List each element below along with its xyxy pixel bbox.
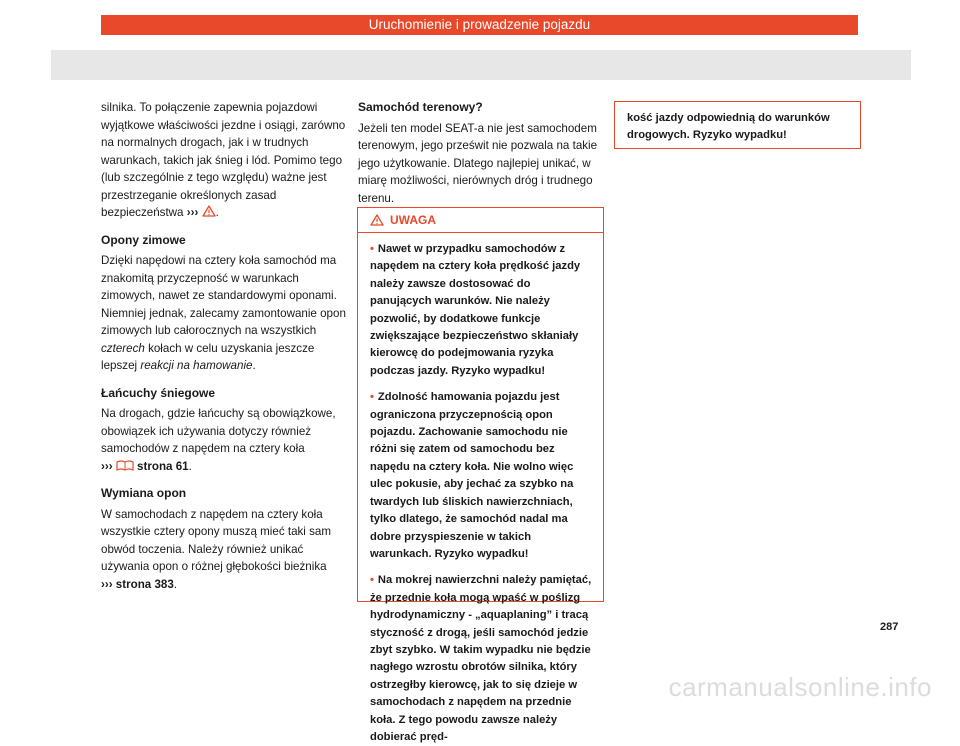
warning-reference[interactable]: ››› — [187, 206, 216, 219]
page-number: 287 — [880, 621, 899, 633]
warning-item: • Zdolność hamowania pojazdu jest ograniczona przyczepnością opon pojazdu. Zachowanie samochodu nie różni się zatem od samochodu bez napędu na cztery koła. Nie wolno więc ulec pokusie, aby jechać za szybko na twardych lub śliskich nawierzchniach, tylko dlatego, że samochód nadal ma dobre przyspieszenie w takich warunkach. Ryzyko wypadku! — [370, 391, 574, 560]
intro-paragraph: silnika. To połączenie zapewnia pojazdowi wyjątkowe właściwości jezdne i osiągi, zarówno na normalnych drogach, jak i w trudnych warunkach, takich jak śnieg i lód. Pomimo tego (lub szczególnie z tego względu) ważne jest przestrzeganie określonych zasad bezpieczeństwa ››› . — [101, 101, 346, 219]
bullet-icon: • — [370, 574, 374, 587]
column-middle — [358, 99, 603, 217]
watermark: carmanualsonline.info — [668, 672, 932, 702]
heading-snow-chains: Łańcuchy śniegowe — [101, 385, 216, 400]
chains-page-link[interactable]: ››› strona 61 — [101, 459, 189, 473]
chapter-header: Uruchomienie i prowadzenie pojazdu — [101, 15, 858, 35]
warning-continuation-text: kość jazdy odpowiednią do warunków drogowych. Ryzyko wypadku! — [627, 112, 830, 142]
snow-chains-paragraph: Na drogach, gdzie łańcuchy są obowiązkowe, obowiązek ich używania dotyczy również samochodów z napędem na cztery koła ››› strona 61. — [101, 407, 336, 473]
warning-continuation-box — [614, 101, 861, 149]
warning-item: • Nawet w przypadku samochodów z napędem na cztery koła prędkość jazdy należy zawsze dostosować do panujących warunków. Nie należy pozwolić, by dodatkowe funkcje zwiększające bezpieczeństwo skłaniały kierowcę do podejmowania ryzyka podczas jazdy. Ryzyko wypadku! — [370, 243, 581, 377]
warning-box-body — [358, 233, 603, 746]
tyres-page-link[interactable]: ››› strona 383 — [101, 577, 174, 591]
warning-box-header: UWAGA — [358, 208, 603, 233]
bullet-icon: • — [370, 243, 374, 255]
warning-box — [357, 207, 604, 743]
heading-winter-tyres: Opony zimowe — [101, 232, 186, 247]
column-left — [101, 99, 346, 603]
offroad-paragraph: Jeżeli ten model SEAT-a nie jest samochodem terenowym, jego prześwit nie pozwala na takie jego użytkowanie. Dlatego najlepiej unikać, w miarę możliwości, nierównych dróg i trudnego terenu. — [358, 121, 598, 205]
winter-tyres-paragraph: Dzięki napędowi na cztery koła samochód ma znakomitą przyczepność w warunkach zimowych, nawet ze standardowymi oponami. Niemniej jednak, zalecamy zamontowanie opon zimowych lub całorocznych na wszystkich czterech kołach w celu uzyskania jeszcze lepszej reakcji na hamowanie. — [101, 254, 346, 372]
book-icon — [116, 459, 134, 471]
heading-offroad: Samochód terenowy? — [358, 100, 483, 114]
warning-item: • Na mokrej nawierzchni należy pamiętać, że przednie koła mogą wpaść w poślizg hydrodynamiczny - „aquaplaning” i tracą styczność z drogą, jeśli samochód jedzie zbyt szybko. W takim wypadku nie będzie nagłego wzrostu obrotów silnika, który ostrzegłby kierowcę, jak to się dzieje w samochodach z napędem na przednie koła. Z tego powodu zawsze należy dobierać pręd- — [370, 574, 592, 743]
tyre-change-paragraph: W samochodach z napędem na cztery koła wszystkie cztery opony muszą mieć taki sam obwód toczenia. Należy również unikać używania opon o różnej głębokości bieżnika ››› strona 383. — [101, 507, 332, 591]
bullet-icon: • — [370, 391, 374, 404]
heading-tyre-change: Wymiana opon — [101, 486, 187, 500]
warning-icon — [370, 214, 384, 226]
warning-triangle-icon — [202, 205, 216, 217]
